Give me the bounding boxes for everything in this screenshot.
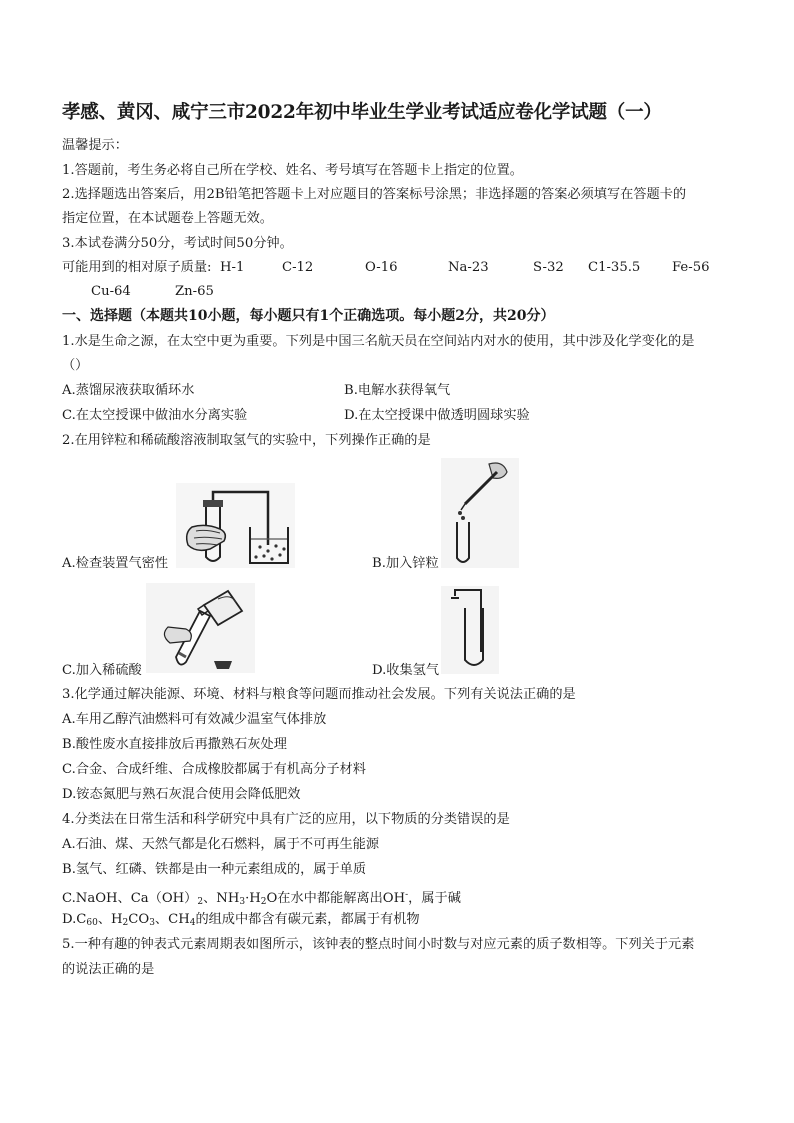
question-1-option-c: C.在太空授课中做油水分离实验 xyxy=(62,408,248,423)
figure-collect-hydrogen xyxy=(441,586,499,674)
atomic-mass-value: H-1 xyxy=(220,260,245,275)
notice-heading: 温馨提示： xyxy=(62,138,128,153)
notice-item-2: 2.选择题选出答案后，用2B铅笔把答题卡上对应题目的答案标号涂黑；非选择题的答案必须填写在答题卡的 xyxy=(62,187,687,202)
figure-add-zinc xyxy=(441,458,519,568)
question-3-stem: 3.化学通过解决能源、环境、材料与粮食等问题而推动社会发展。下列有关说法正确的是 xyxy=(62,687,576,702)
atomic-mass-value: C1-35.5 xyxy=(588,260,641,275)
question-1-option-d: D.在太空授课中做透明圆球实验 xyxy=(344,408,530,423)
question-4-option-c: C.NaOH、$Ca(OH)_2$、$NH_3\cdot H_2O$在水中都能解离出OH-，属于碱 xyxy=(62,890,461,907)
atomic-mass-list xyxy=(62,259,742,299)
question-4-option-d: $D.C_{60}$、$H_2CO_3$、$CH_4$的组成中都含有碳元素，都属于有机物 xyxy=(62,912,420,928)
section-heading: 一、选择题（本题共10小题，每小题只有1个正确选项。每小题2分，共20分） xyxy=(62,308,555,324)
atomic-mass-label: 可能用到的相对原子质量: xyxy=(62,260,212,275)
atomic-mass-value: O-16 xyxy=(365,260,398,275)
question-2-option-c: C.加入稀硫酸 xyxy=(62,663,142,678)
figure-add-acid xyxy=(146,583,255,673)
question-1-option-a: A.蒸馏尿液获取循环水 xyxy=(62,383,195,398)
atomic-mass-value: Zn-65 xyxy=(175,284,214,299)
question-1-stem: 1.水是生命之源，在太空中更为重要。下列是中国三名航天员在空间站内对水的使用，其中涉及化学变化的是 xyxy=(62,334,695,349)
question-2-option-b: B.加入锌粒 xyxy=(372,556,439,571)
atomic-mass-value: S-32 xyxy=(533,260,564,275)
question-3-option-b: B.酸性废水直接排放后再撒熟石灰处理 xyxy=(62,737,287,752)
question-5-stem-cont: 的说法正确的是 xyxy=(62,962,155,977)
question-2-stem: 2.在用锌粒和稀硫酸溶液制取氢气的实验中，下列操作正确的是 xyxy=(62,433,431,448)
question-3-option-c: C.合金、合成纤维、合成橡胶都属于有机高分子材料 xyxy=(62,762,366,777)
question-4-option-a: A.石油、煤、天然气都是化石燃料，属于不可再生能源 xyxy=(62,837,380,852)
question-1-option-b: B.电解水获得氧气 xyxy=(344,383,451,398)
page-title: 孝感、黄冈、咸宁三市2022年初中毕业生学业考试适应卷化学试题（一） xyxy=(62,102,662,123)
atomic-mass-value: Cu-64 xyxy=(91,284,131,299)
question-4-option-b: B.氢气、红磷、铁都是由一种元素组成的，属于单质 xyxy=(62,862,367,877)
question-2-option-a: A.检查装置气密性 xyxy=(62,556,169,571)
question-1-blank: （） xyxy=(62,358,89,373)
question-3-option-a: A.车用乙醇汽油燃料可有效减少温室气体排放 xyxy=(62,712,327,727)
atomic-mass-value: Fe-56 xyxy=(672,260,710,275)
question-3-option-d: D.铵态氮肥与熟石灰混合使用会降低肥效 xyxy=(62,787,301,802)
question-4-stem: 4.分类法在日常生活和科学研究中具有广泛的应用，以下物质的分类错误的是 xyxy=(62,812,510,827)
question-5-stem: 5.一种有趣的钟表式元素周期表如图所示，该钟表的整点时间小时数与对应元素的质子数相等。下列关于元素 xyxy=(62,937,695,952)
figure-airtightness-check xyxy=(176,483,295,568)
question-2-option-d: D.收集氢气 xyxy=(372,663,440,678)
notice-item-1: 1.答题前，考生务必将自己所在学校、姓名、考号填写在答题卡上指定的位置。 xyxy=(62,163,523,178)
atomic-mass-value: Na-23 xyxy=(448,260,489,275)
atomic-mass-value: C-12 xyxy=(282,260,314,275)
notice-item-2-cont: 指定位置，在本试题卷上答题无效。 xyxy=(62,211,273,226)
notice-item-3: 3.本试卷满分50分，考试时间50分钟。 xyxy=(62,236,293,251)
